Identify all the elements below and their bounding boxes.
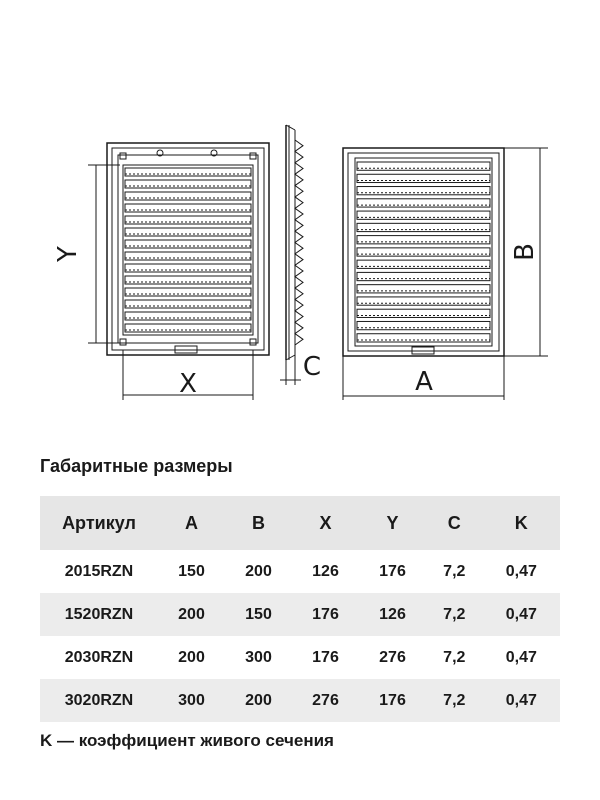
- cell-y: 276: [379, 648, 406, 666]
- louver-slat: [125, 312, 251, 320]
- louver-slat: [357, 297, 490, 305]
- header-a: A: [158, 496, 225, 550]
- dim-label-x: X: [179, 369, 197, 399]
- table-row: [40, 636, 560, 679]
- dim-label-c: C: [302, 352, 322, 382]
- cell-article: 3020RZN: [40, 679, 158, 722]
- side-view: [280, 125, 303, 385]
- side-louver-profile: [295, 140, 303, 345]
- louver-slat: [125, 216, 251, 224]
- louver-slat: [357, 174, 490, 182]
- louver-slat: [357, 321, 490, 329]
- table-header-row: [40, 496, 560, 550]
- louver-slat: [125, 192, 251, 200]
- louver-slat: [125, 288, 251, 296]
- back-view: [88, 143, 269, 400]
- footnote: K — коэффициент живого сечения: [40, 731, 334, 750]
- cell-k: 0,47: [483, 679, 560, 722]
- louver-slat: [125, 264, 251, 272]
- cell-a: 300: [158, 679, 225, 722]
- cell-article: 1520RZN: [40, 593, 158, 636]
- louver-slat: [357, 285, 490, 293]
- louver-slat: [125, 168, 251, 176]
- table-row: [40, 550, 560, 593]
- cell-x: 276: [292, 679, 359, 722]
- dimensions-table: [40, 496, 560, 722]
- cell-c: 7,2: [426, 593, 483, 636]
- louver-slat: [125, 204, 251, 212]
- table-row: [40, 679, 560, 722]
- cell-x: 176: [292, 593, 359, 636]
- cell-b: 200: [245, 562, 272, 580]
- section-title: Габаритные размеры: [40, 456, 233, 476]
- cell-b: 150: [225, 593, 292, 636]
- louver-slat: [357, 248, 490, 256]
- cell-k: 0,47: [505, 648, 537, 666]
- cell-c: 7,2: [443, 562, 466, 580]
- cell-b: 200: [225, 679, 292, 722]
- dim-label-b: B: [510, 243, 540, 261]
- louver-slat: [125, 276, 251, 284]
- header-c: C: [426, 496, 483, 550]
- cell-a: 200: [178, 648, 205, 666]
- header-article: Артикул: [40, 496, 158, 550]
- cell-c: 7,2: [443, 648, 466, 666]
- louver-slat: [357, 260, 490, 268]
- header-k: K: [483, 496, 560, 550]
- louver-slat: [357, 211, 490, 219]
- cell-c: 7,2: [426, 679, 483, 722]
- louver-slat: [357, 162, 490, 170]
- louver-slat: [125, 252, 251, 260]
- cell-y: 126: [359, 593, 426, 636]
- cell-a: 150: [178, 562, 205, 580]
- dim-label-a: A: [415, 367, 433, 397]
- louver-slat: [125, 324, 251, 332]
- table-row: [40, 593, 560, 636]
- louver-slat: [357, 309, 490, 317]
- header-y: Y: [359, 496, 426, 550]
- cell-article: 2030RZN: [64, 648, 134, 666]
- header-b: B: [225, 496, 292, 550]
- louver-slat: [357, 272, 490, 280]
- cell-b: 300: [245, 648, 272, 666]
- louver-slat: [125, 300, 251, 308]
- louver-slat: [357, 236, 490, 244]
- front-view: [343, 148, 548, 400]
- cell-y: 176: [379, 562, 406, 580]
- louver-slat: [357, 187, 490, 195]
- louver-slat: [125, 228, 251, 236]
- header-x: X: [292, 496, 359, 550]
- louver-slat: [125, 180, 251, 188]
- louver-slat: [357, 334, 490, 342]
- dim-label-y: Y: [53, 246, 83, 262]
- cell-x: 126: [312, 562, 339, 580]
- cell-a: 200: [158, 593, 225, 636]
- cell-y: 176: [359, 679, 426, 722]
- cell-k: 0,47: [483, 593, 560, 636]
- cell-k: 0,47: [505, 562, 537, 580]
- louver-slat: [357, 199, 490, 207]
- cell-x: 176: [312, 648, 339, 666]
- cell-article: 2015RZN: [64, 562, 134, 580]
- louver-slat: [357, 223, 490, 231]
- louver-slat: [125, 240, 251, 248]
